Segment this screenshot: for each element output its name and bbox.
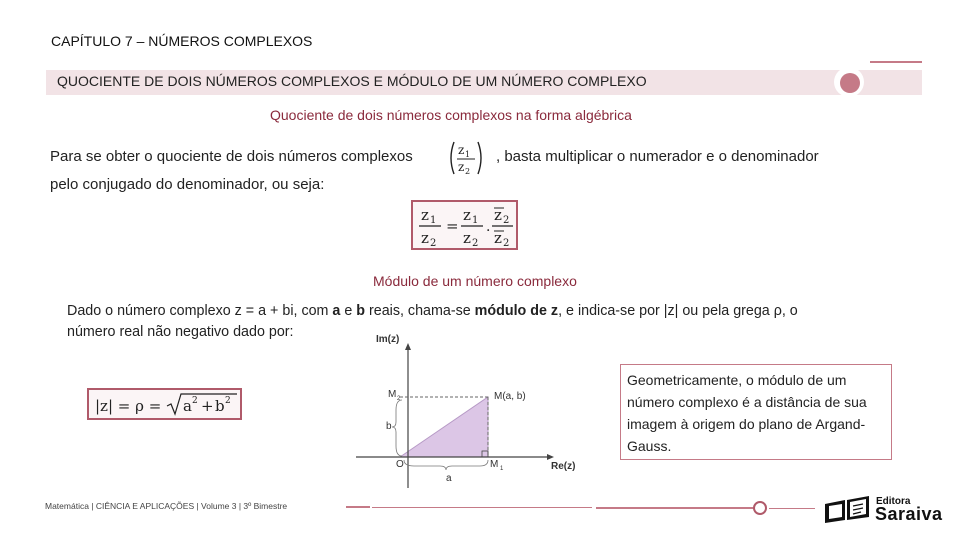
banner-divider-line [870,61,922,63]
svg-text:+: + [201,397,214,415]
svg-text:b: b [215,397,225,415]
svg-text:z: z [494,206,502,224]
modulus-text-3: , e indica-se por |z| ou pela grega ρ, o [558,303,798,319]
svg-text:z: z [463,229,471,247]
svg-text:2: 2 [503,238,510,248]
modulus-text-4: número real não negativo dado por: [67,324,294,340]
banner-title: QUOCIENTE DE DOIS NÚMEROS COMPLEXOS E MÓDULO DE UM NÚMERO COMPLEXO [57,73,647,89]
svg-text:z: z [463,206,471,224]
section-title-modulus: Módulo de um número complexo [373,273,577,289]
modulus-text-2: reais, chama-se [365,303,475,319]
m1-label: M [490,459,499,470]
origin-label: O [396,459,404,470]
footer-line [596,507,756,509]
svg-text:=: = [446,217,459,235]
x-axis-label: Re(z) [551,461,576,472]
footer-line [346,506,370,508]
b-brace [392,400,402,456]
banner-dot-icon [840,73,860,93]
svg-text:z: z [421,229,429,247]
footer-line [769,508,815,509]
svg-text:1: 1 [465,150,471,159]
svg-text:2: 2 [465,167,471,176]
x-axis-arrow-icon [547,454,554,460]
chapter-title: CAPÍTULO 7 – NÚMEROS COMPLEXOS [51,33,313,49]
logo-saraiva: Saraiva [875,504,943,524]
svg-text:|z| = ρ =: |z| = ρ = [95,397,162,415]
svg-text:2: 2 [225,396,231,406]
svg-text:2: 2 [430,238,437,248]
m2-subscript: 2 [397,396,401,402]
svg-text:1: 1 [430,215,437,226]
y-axis-arrow-icon [405,343,411,350]
svg-text:a: a [183,397,192,415]
quotient-text-start: Para se obter o quociente de dois números complexos [50,148,413,165]
quotient-fraction-inline [448,140,484,176]
geometric-note: Geometricamente, o módulo de um número complexo é a distância de sua imagem à origem do plano de Argand-Gauss. [620,364,892,460]
section-title-quotient: Quociente de dois números complexos na forma algébrica [270,107,632,123]
svg-text:z: z [458,143,465,157]
svg-text:z: z [421,206,429,224]
svg-text:2: 2 [472,238,479,248]
a-label: a [446,473,452,484]
argand-gauss-diagram [356,330,586,490]
footer-text: Matemática | CIÊNCIA E APLICAÇÕES | Volume 3 | 3º Bimestre [45,501,288,511]
point-label: M(a, b) [494,391,526,402]
modulus-text-1: Dado o número complexo z = a + bi, com [67,303,333,319]
footer-ring-icon [753,501,767,515]
b-label: b [386,421,392,432]
m1-subscript: 1 [500,466,504,472]
quotient-text-end: , basta multiplicar o numerador e o denominador [496,148,819,165]
svg-text:z: z [494,229,502,247]
svg-text:1: 1 [472,215,479,226]
svg-text:2: 2 [192,396,198,406]
logo-editora: Editora [876,496,911,507]
var-b: b [356,303,366,319]
svg-text:2: 2 [503,215,510,226]
m2-label: M [388,389,397,400]
modulus-formula [89,390,240,418]
var-a: a [332,303,341,319]
saraiva-book-logo-icon [823,494,873,524]
footer-line [372,507,592,508]
quotient-formula [413,202,516,248]
quotient-formula-box [411,200,518,250]
a-brace [404,460,488,470]
quotient-text-conjugate: pelo conjugado do denominador, ou seja: [50,176,325,193]
svg-text:·: · [486,223,491,239]
y-axis-label: Im(z) [376,334,400,345]
modulus-formula-box [87,388,242,420]
modulus-term: módulo de z [474,303,559,319]
svg-text:z: z [458,160,465,174]
modulus-text-e: e [340,303,357,319]
modulus-triangle [400,397,488,457]
